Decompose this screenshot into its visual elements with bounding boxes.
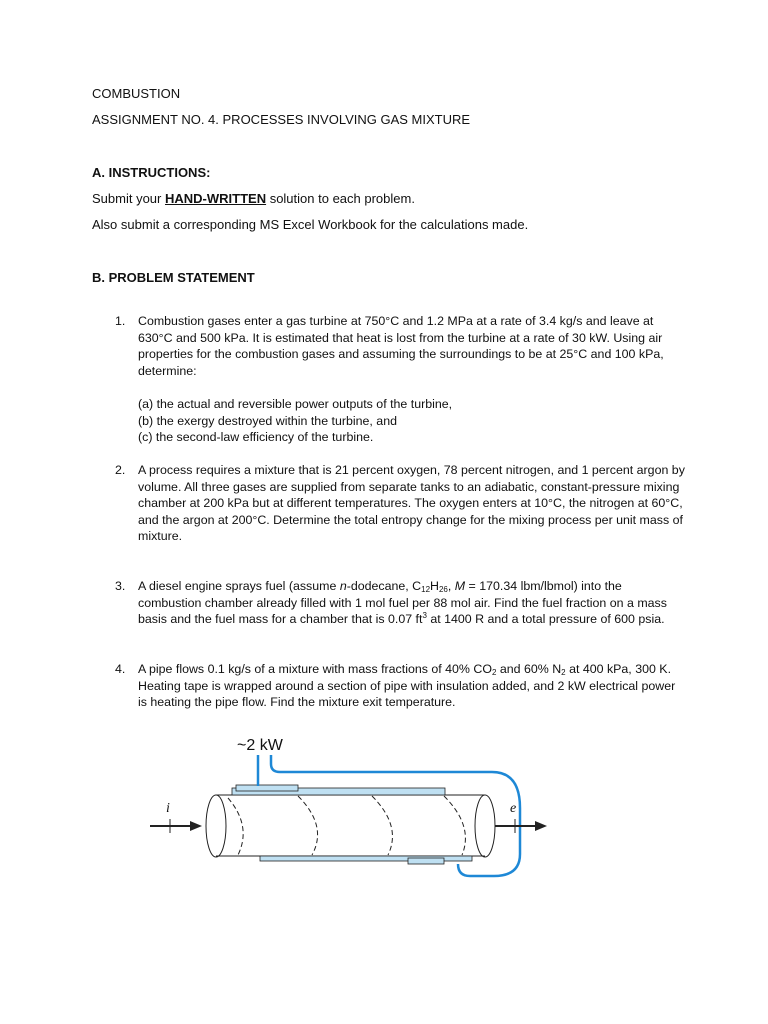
instructions-heading: A. INSTRUCTIONS: xyxy=(92,165,211,180)
problem-4 xyxy=(115,661,685,711)
inlet-label: i xyxy=(166,801,170,816)
problem-number: 2. xyxy=(115,463,126,477)
pipe-inlet-opening xyxy=(206,795,226,857)
problem-text: A process requires a mixture that is 21 percent oxygen, 78 percent nitrogen, and 1 percent argon by volume. All three gases are supplied from separate tanks to an adiabatic, constant-pressure mixing chamber at 200 kPa but at different temperatures. The oxygen enters at 10°C, the nitrogen at 60°C, and the argon at 200°C. Determine the total entropy change for the mixing process per unit mass of mixture. xyxy=(138,463,685,544)
pipe-outlet-opening xyxy=(475,795,495,857)
heating-tape-wrap xyxy=(228,798,243,855)
problem-number: 4. xyxy=(115,662,126,676)
instruction-text: Submit your xyxy=(92,191,165,206)
inlet-arrowhead-icon xyxy=(190,821,202,831)
instruction-line-1 xyxy=(92,191,415,207)
problem-part: (c) the second-law efficiency of the turbine. xyxy=(138,430,374,445)
problem-1 xyxy=(115,313,685,446)
problem-text: A pipe flows 0.1 kg/s of a mixture with mass fractions of 40% $CO_2$ and 60% $N_2$ at 400 kPa, 300 K. Heating tape is wrapped around a section of pipe with insulation added, and 2 kW electrical power is heating the pipe flow. Find the mixture exit temperature. xyxy=(138,662,676,710)
problem-statement-heading: B. PROBLEM STATEMENT xyxy=(92,270,255,285)
exit-label: e xyxy=(510,801,517,816)
heating-tape-wrap xyxy=(298,796,318,855)
heating-tape-wrap xyxy=(444,796,465,855)
instruction-text: solution to each problem. xyxy=(266,191,415,206)
problem-part: (b) the exergy destroyed within the turbine, and xyxy=(138,413,397,428)
heated-pipe-diagram xyxy=(140,728,560,898)
problem-text: A diesel engine sprays fuel (assume n-dodecane, $C_{12}H_{26}$, M = 170.34 lbm/lbmol) into the combustion chamber already filled with 1 mol fuel per 88 mol air. Find the fuel fraction on a mass basis and the fuel mass for a chamber that is 0.07 $ft^3$ at 1400 R and a total pressure of 600 psia. xyxy=(138,579,667,627)
assignment-title: ASSIGNMENT NO. 4. PROCESSES INVOLVING GAS MIXTURE xyxy=(92,112,471,127)
tape-terminal-bottom xyxy=(408,858,444,864)
problem-body xyxy=(138,313,685,446)
problem-2 xyxy=(115,462,685,545)
heating-tape-wrap xyxy=(372,796,392,855)
problem-number: 1. xyxy=(115,314,126,328)
tape-terminal-top xyxy=(236,785,298,791)
problem-3 xyxy=(115,578,685,628)
problem-text: Combustion gases enter a gas turbine at 750°C and 1.2 MPa at a rate of 3.4 kg/s and leave at 630°C and 500 kPa. It is estimated that heat is lost from the turbine at a rate of 30 kW. Using air properties for the combustion gases and assuming the surroundings to be at 25°C and 100 kPa, determine: xyxy=(138,314,664,378)
problem-number: 3. xyxy=(115,579,126,593)
hand-written-emphasis: HAND-WRITTEN xyxy=(164,191,267,206)
power-label: ~2 kW xyxy=(237,737,283,754)
exit-arrowhead-icon xyxy=(535,821,547,831)
course-title: COMBUSTION xyxy=(92,86,181,101)
instruction-line-2: Also submit a corresponding MS Excel Workbook for the calculations made. xyxy=(92,217,529,232)
problem-part: (a) the actual and reversible power outputs of the turbine, xyxy=(138,396,453,411)
